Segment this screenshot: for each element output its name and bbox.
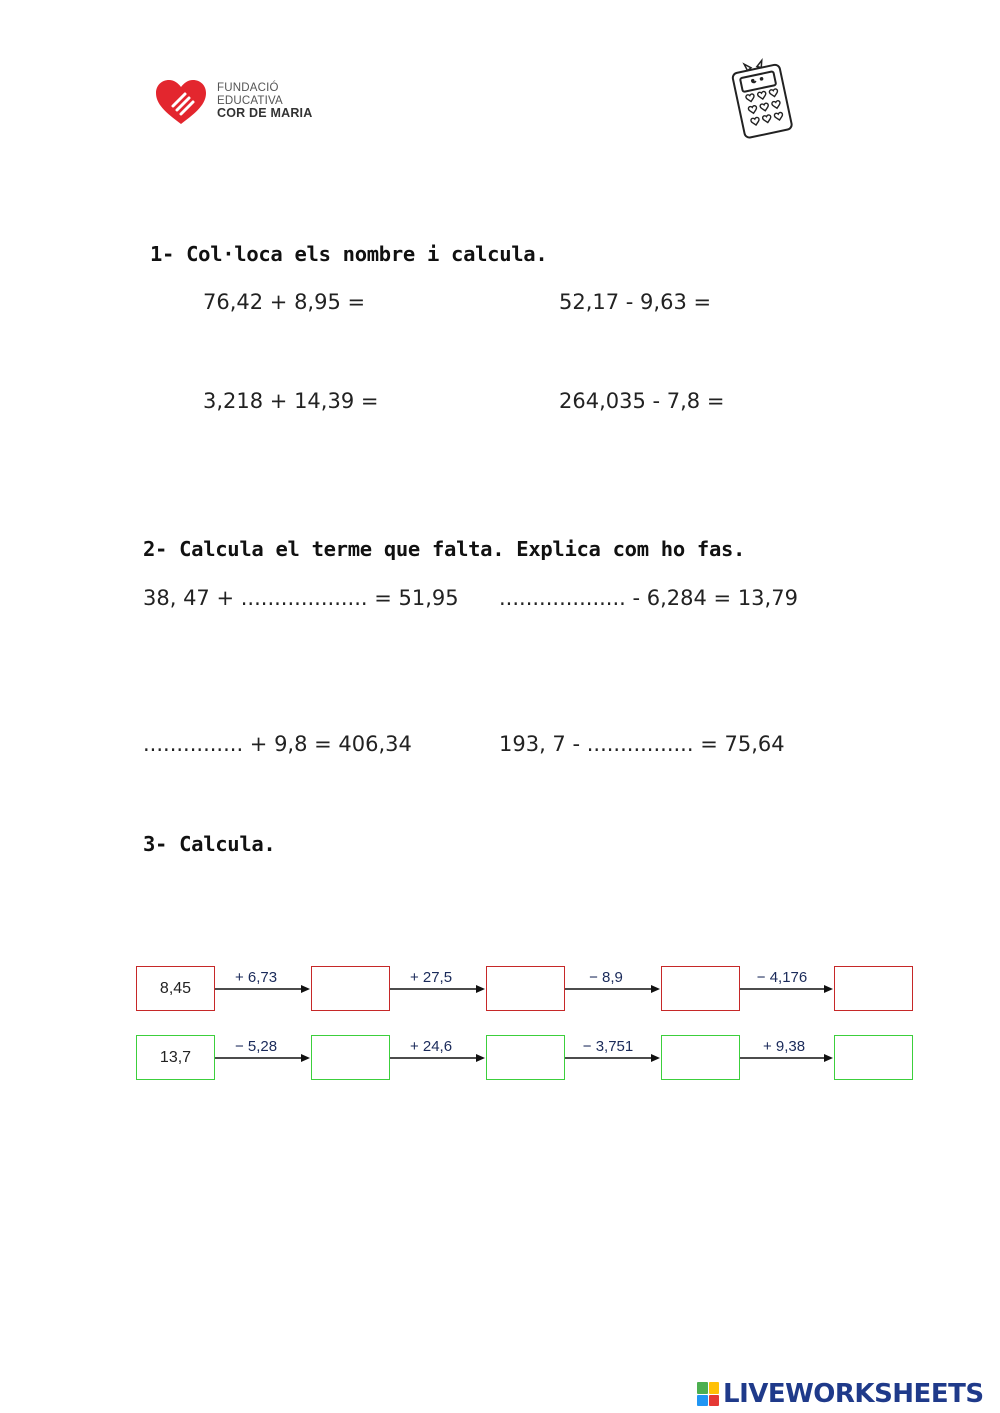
chain1-op-1: + 6,73	[234, 969, 278, 986]
expression-2c: ............... + 9,8 = 406,34	[143, 732, 412, 756]
liveworksheets-watermark	[697, 1377, 984, 1411]
expression-2b: ................... - 6,284 = 13,79	[499, 586, 798, 610]
chain1-arrow-1	[215, 983, 311, 995]
logo-line-1: FUNDACIÓ	[217, 82, 279, 94]
expression-1c: 3,218 + 14,39 =	[203, 389, 379, 413]
chain2-start-box: 13,7	[136, 1035, 215, 1080]
chain1-answer-box-4[interactable]	[834, 966, 913, 1011]
school-logo	[155, 78, 335, 128]
chain1-arrow-3	[565, 983, 661, 995]
chain2-arrow-1	[215, 1052, 311, 1064]
chain1-answer-box-3[interactable]	[661, 966, 740, 1011]
calculator-icon	[728, 58, 798, 142]
chain2-answer-box-4[interactable]	[834, 1035, 913, 1080]
chain2-op-1: − 5,28	[234, 1038, 278, 1055]
liveworksheets-logo-icon	[697, 1382, 719, 1406]
logo-line-2: EDUCATIVA	[217, 94, 283, 107]
chain2-arrow-2	[390, 1052, 486, 1064]
chain1-op-3: − 8,9	[589, 969, 623, 986]
section-2-title: 2- Calcula el terme que falta. Explica com ho fas.	[143, 537, 746, 561]
chain2-answer-box-3[interactable]	[661, 1035, 740, 1080]
chain2-arrow-3	[565, 1052, 661, 1064]
chain2-answer-box-1[interactable]	[311, 1035, 390, 1080]
watermark-text: LIVEWORKSHEETS	[723, 1379, 984, 1409]
expression-1a: 76,42 + 8,95 =	[203, 290, 366, 314]
chain1-arrow-4	[740, 983, 834, 995]
chain1-op-2: + 27,5	[409, 969, 453, 986]
chain2-op-4: + 9,38	[762, 1038, 806, 1055]
chain2-arrow-4	[740, 1052, 834, 1064]
chain1-start-box: 8,45	[136, 966, 215, 1011]
chain1-answer-box-1[interactable]	[311, 966, 390, 1011]
heart-logo-icon	[155, 80, 207, 126]
chain1-op-4: − 4,176	[756, 969, 808, 986]
chain1-arrow-2	[390, 983, 486, 995]
expression-2a: 38, 47 + ................... = 51,95	[143, 586, 459, 610]
logo-line-3: COR DE MARIA	[217, 106, 313, 120]
chain2-op-3: − 3,751	[582, 1038, 634, 1055]
chain2-op-2: + 24,6	[409, 1038, 453, 1055]
chain2-answer-box-2[interactable]	[486, 1035, 565, 1080]
expression-2d: 193, 7 - ................ = 75,64	[499, 732, 785, 756]
expression-1b: 52,17 - 9,63 =	[559, 290, 712, 314]
chain1-answer-box-2[interactable]	[486, 966, 565, 1011]
section-3-title: 3- Calcula.	[143, 832, 276, 856]
section-1-title: 1- Col·loca els nombre i calcula.	[150, 242, 548, 266]
expression-1d: 264,035 - 7,8 =	[559, 389, 725, 413]
